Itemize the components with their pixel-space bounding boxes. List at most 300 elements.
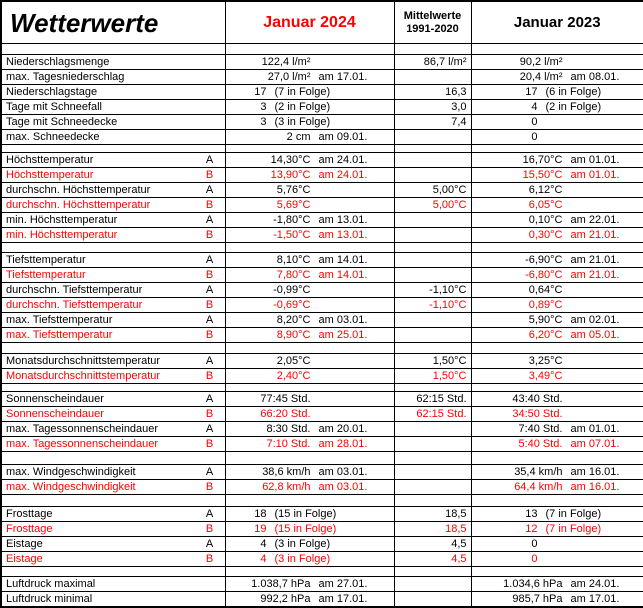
cell-mittelwerte: 1,50°C	[394, 369, 471, 384]
value-text: 90,2 l/m²	[519, 56, 563, 68]
cell-label	[1, 522, 225, 537]
value-text: 35,4 km/h	[514, 466, 563, 478]
cell-mittelwerte	[394, 153, 471, 168]
cell-jan2024	[225, 228, 394, 243]
cell-mittelwerte	[394, 465, 471, 480]
cell-mittelwerte: 5,00°C	[394, 183, 471, 198]
table-row	[1, 522, 643, 537]
ab-letter: B	[205, 199, 214, 211]
cell-label	[1, 354, 225, 369]
value-note: (7 in Folge)	[274, 86, 331, 98]
value-text: 992,2 hPa	[260, 593, 311, 605]
cell-jan2023	[471, 577, 643, 592]
cell-jan2023	[471, 228, 643, 243]
ab-letter: A	[205, 508, 214, 520]
cell-jan2023	[471, 522, 643, 537]
row-label: Frosttage	[6, 523, 53, 535]
table-row	[1, 85, 643, 100]
value-text: 64,4 km/h	[514, 481, 563, 493]
value-text: 2 cm	[286, 131, 311, 143]
value-text: 7:40 Std.	[518, 423, 563, 435]
cell-label	[1, 228, 225, 243]
cell-jan2023	[471, 313, 643, 328]
cell-mittelwerte: 1,50°C	[394, 354, 471, 369]
cell-jan2024	[225, 298, 394, 313]
row-label: max. Tagesniederschlag	[6, 71, 125, 83]
table-row	[1, 437, 643, 452]
value-note: am 05.01.	[570, 329, 620, 341]
cell-mittelwerte	[394, 328, 471, 343]
ab-letter: B	[205, 229, 214, 241]
row-label: Monatsdurchschnittstemperatur	[6, 370, 161, 382]
value-text: 2,40°C	[276, 370, 311, 382]
table-row	[1, 168, 643, 183]
value-text: -1,80°C	[273, 214, 311, 226]
value-text: 43:40 Std.	[512, 393, 563, 405]
row-label: max. Tiefsttemperatur	[6, 314, 113, 326]
cell-mittelwerte: 18,5	[394, 507, 471, 522]
cell-jan2023	[471, 437, 643, 452]
value-text: 38,6 km/h	[262, 466, 311, 478]
table-row	[1, 253, 643, 268]
row-label: durchschn. Tiefsttemperatur	[6, 284, 143, 296]
row-label: Luftdruck maximal	[6, 578, 96, 590]
value-note: am 01.01.	[570, 154, 620, 166]
value-note: am 01.01.	[570, 169, 620, 181]
cell-jan2024	[225, 392, 394, 407]
spacer-row	[1, 343, 643, 354]
cell-jan2024	[225, 537, 394, 552]
row-label: Tiefsttemperatur	[6, 269, 86, 281]
spacer-cell	[394, 567, 471, 577]
cell-jan2023	[471, 354, 643, 369]
ab-letter: B	[205, 408, 214, 420]
cell-label	[1, 552, 225, 567]
value-note: am 24.01.	[318, 154, 368, 166]
row-label: Sonnenscheindauer	[6, 408, 104, 420]
spacer-cell	[471, 145, 643, 153]
cell-label	[1, 213, 225, 228]
value-text: 0	[531, 116, 538, 128]
spacer-cell	[471, 495, 643, 507]
table-row	[1, 55, 643, 70]
cell-jan2024	[225, 183, 394, 198]
cell-jan2024	[225, 354, 394, 369]
value-note: am 09.01.	[318, 131, 368, 143]
value-note: (3 in Folge)	[274, 538, 331, 550]
row-label: Monatsdurchschnittstemperatur	[6, 355, 161, 367]
col-header-mittelwerte	[394, 1, 471, 44]
value-text: 3,49°C	[528, 370, 563, 382]
value-text: 0,64°C	[528, 284, 563, 296]
value-text: 4	[531, 101, 538, 113]
cell-mittelwerte: 62:15 Std.	[394, 407, 471, 422]
spacer-cell	[1, 243, 225, 253]
value-text: 13	[525, 508, 538, 520]
cell-label	[1, 507, 225, 522]
cell-mittelwerte	[394, 592, 471, 608]
cell-mittelwerte: 4,5	[394, 537, 471, 552]
value-text: 62,8 km/h	[262, 481, 311, 493]
row-label: durchschn. Tiefsttemperatur	[6, 299, 143, 311]
value-note: am 17.01.	[318, 593, 368, 605]
cell-label	[1, 480, 225, 495]
ab-letter: A	[205, 154, 214, 166]
cell-label	[1, 328, 225, 343]
spacer-row	[1, 145, 643, 153]
cell-mittelwerte: 7,4	[394, 115, 471, 130]
weather-table-body	[1, 44, 643, 608]
cell-jan2024	[225, 55, 394, 70]
value-text: 8,90°C	[276, 329, 311, 341]
value-note: am 25.01.	[318, 329, 368, 341]
table-row	[1, 213, 643, 228]
table-row	[1, 298, 643, 313]
value-text: 5:40 Std.	[518, 438, 563, 450]
ab-letter: B	[205, 299, 214, 311]
cell-label	[1, 55, 225, 70]
cell-jan2024	[225, 437, 394, 452]
table-row	[1, 354, 643, 369]
cell-jan2024	[225, 422, 394, 437]
row-label: max. Tagessonnenscheindauer	[6, 423, 159, 435]
spacer-row	[1, 567, 643, 577]
header-row	[1, 1, 643, 44]
cell-label	[1, 153, 225, 168]
row-label: Höchsttemperatur	[6, 154, 94, 166]
value-note: am 03.01.	[318, 481, 368, 493]
cell-mittelwerte	[394, 213, 471, 228]
value-text: 0,30°C	[528, 229, 563, 241]
value-note: am 22.01.	[570, 214, 620, 226]
cell-jan2023	[471, 369, 643, 384]
cell-jan2023	[471, 480, 643, 495]
value-text: -6,80°C	[525, 269, 563, 281]
cell-mittelwerte	[394, 577, 471, 592]
cell-mittelwerte: 86,7 l/m²	[394, 55, 471, 70]
cell-jan2023	[471, 168, 643, 183]
table-row	[1, 313, 643, 328]
spacer-row	[1, 44, 643, 55]
spacer-cell	[471, 343, 643, 354]
spacer-cell	[394, 452, 471, 465]
ab-letter: B	[205, 553, 214, 565]
row-label: Niederschlagstage	[6, 86, 98, 98]
cell-jan2023	[471, 253, 643, 268]
value-note: am 21.01.	[570, 254, 620, 266]
col-header-jan2023: Januar 2023	[471, 1, 643, 44]
cell-label	[1, 407, 225, 422]
spacer-cell	[225, 44, 394, 55]
spacer-cell	[471, 243, 643, 253]
cell-jan2023	[471, 85, 643, 100]
value-text: 8,20°C	[276, 314, 311, 326]
value-text: 0,10°C	[528, 214, 563, 226]
spacer-cell	[1, 44, 225, 55]
row-label: max. Windgeschwindigkeit	[6, 481, 136, 493]
spacer-cell	[471, 384, 643, 392]
value-text: 7,80°C	[276, 269, 311, 281]
cell-jan2023	[471, 537, 643, 552]
cell-label	[1, 298, 225, 313]
cell-jan2023	[471, 592, 643, 608]
value-text: 20,4 l/m²	[519, 71, 563, 83]
cell-mittelwerte: 3,0	[394, 100, 471, 115]
cell-label	[1, 183, 225, 198]
value-text: 77:45 Std.	[260, 393, 311, 405]
cell-jan2024	[225, 328, 394, 343]
value-note: am 27.01.	[318, 578, 368, 590]
value-note: am 24.01.	[570, 578, 620, 590]
cell-jan2023	[471, 407, 643, 422]
value-note: am 16.01.	[570, 466, 620, 478]
cell-jan2024	[225, 522, 394, 537]
cell-jan2024	[225, 592, 394, 608]
cell-jan2024	[225, 507, 394, 522]
value-text: 3	[260, 116, 267, 128]
cell-jan2024	[225, 369, 394, 384]
value-note: am 21.01.	[570, 269, 620, 281]
ab-letter: A	[205, 423, 214, 435]
cell-jan2024	[225, 313, 394, 328]
cell-jan2024	[225, 85, 394, 100]
cell-jan2023	[471, 130, 643, 145]
cell-mittelwerte	[394, 130, 471, 145]
value-note: am 03.01.	[318, 466, 368, 478]
value-note: (3 in Folge)	[274, 553, 331, 565]
value-text: 6,20°C	[528, 329, 563, 341]
cell-label	[1, 465, 225, 480]
value-text: -1,50°C	[273, 229, 311, 241]
row-label: max. Tagessonnenscheindauer	[6, 438, 159, 450]
value-text: 14,30°C	[270, 154, 311, 166]
value-note: (6 in Folge)	[545, 86, 602, 98]
spacer-cell	[394, 343, 471, 354]
value-text: -6,90°C	[525, 254, 563, 266]
value-note: (2 in Folge)	[274, 101, 331, 113]
value-text: 0	[531, 538, 538, 550]
spacer-cell	[225, 384, 394, 392]
cell-label	[1, 168, 225, 183]
cell-label	[1, 198, 225, 213]
cell-jan2023	[471, 213, 643, 228]
cell-jan2024	[225, 268, 394, 283]
ab-letter: B	[205, 169, 214, 181]
value-note: am 16.01.	[570, 481, 620, 493]
value-text: 7:10 Std.	[266, 438, 311, 450]
value-text: 17	[254, 86, 267, 98]
cell-mittelwerte: 16,3	[394, 85, 471, 100]
ab-letter: B	[205, 523, 214, 535]
cell-mittelwerte	[394, 253, 471, 268]
value-text: 3,25°C	[528, 355, 563, 367]
spacer-cell	[394, 495, 471, 507]
value-text: 0,89°C	[528, 299, 563, 311]
cell-mittelwerte	[394, 168, 471, 183]
col-header-jan2024: Januar 2024	[225, 1, 394, 44]
value-text: 0	[531, 553, 538, 565]
ab-letter: B	[205, 269, 214, 281]
cell-jan2024	[225, 130, 394, 145]
cell-mittelwerte	[394, 437, 471, 452]
value-note: am 02.01.	[570, 314, 620, 326]
cell-label	[1, 85, 225, 100]
cell-jan2023	[471, 70, 643, 85]
table-row	[1, 100, 643, 115]
cell-label	[1, 115, 225, 130]
table-row	[1, 369, 643, 384]
ab-letter: B	[205, 481, 214, 493]
value-text: 1.034,6 hPa	[503, 578, 563, 590]
cell-jan2024	[225, 168, 394, 183]
value-text: 1.038,7 hPa	[251, 578, 311, 590]
row-label: Niederschlagsmenge	[6, 56, 110, 68]
value-text: 13,90°C	[270, 169, 311, 181]
value-text: 27,0 l/m²	[267, 71, 311, 83]
spacer-cell	[1, 452, 225, 465]
ab-letter: A	[205, 538, 214, 550]
cell-label	[1, 130, 225, 145]
cell-label	[1, 537, 225, 552]
spacer-cell	[394, 44, 471, 55]
cell-jan2024	[225, 100, 394, 115]
ab-letter: B	[205, 438, 214, 450]
value-text: -0,99°C	[273, 284, 311, 296]
row-label: max. Schneedecke	[6, 131, 100, 143]
value-text: 19	[254, 523, 267, 535]
spacer-cell	[1, 145, 225, 153]
value-text: 18	[254, 508, 267, 520]
spacer-cell	[1, 567, 225, 577]
row-label: Frosttage	[6, 508, 53, 520]
value-note: am 24.01.	[318, 169, 368, 181]
ab-letter: A	[205, 184, 214, 196]
row-label: min. Höchsttemperatur	[6, 214, 118, 226]
value-note: am 20.01.	[318, 423, 368, 435]
spacer-cell	[225, 495, 394, 507]
cell-label	[1, 592, 225, 608]
cell-mittelwerte: -1,10°C	[394, 298, 471, 313]
value-text: 0	[531, 131, 538, 143]
value-note: (7 in Folge)	[545, 508, 602, 520]
table-row	[1, 228, 643, 243]
cell-mittelwerte	[394, 70, 471, 85]
cell-mittelwerte: 62:15 Std.	[394, 392, 471, 407]
value-text: 16,70°C	[522, 154, 563, 166]
ab-letter: A	[205, 314, 214, 326]
value-text: 17	[525, 86, 538, 98]
value-text: 5,69°C	[276, 199, 311, 211]
cell-label	[1, 313, 225, 328]
value-note: am 14.01.	[318, 254, 368, 266]
cell-jan2023	[471, 392, 643, 407]
spacer-cell	[225, 452, 394, 465]
table-row	[1, 130, 643, 145]
cell-jan2023	[471, 422, 643, 437]
cell-jan2024	[225, 153, 394, 168]
value-note: am 07.01.	[570, 438, 620, 450]
cell-jan2023	[471, 115, 643, 130]
cell-mittelwerte	[394, 422, 471, 437]
spacer-cell	[225, 567, 394, 577]
table-row	[1, 537, 643, 552]
spacer-row	[1, 452, 643, 465]
table-row	[1, 153, 643, 168]
value-text: 122,4 l/m²	[261, 56, 311, 68]
table-row	[1, 283, 643, 298]
row-label: max. Tiefsttemperatur	[6, 329, 113, 341]
row-label: Höchsttemperatur	[6, 169, 94, 181]
value-note: am 28.01.	[318, 438, 368, 450]
table-row	[1, 422, 643, 437]
value-note: am 01.01.	[570, 423, 620, 435]
cell-label	[1, 283, 225, 298]
value-note: am 13.01.	[318, 229, 368, 241]
value-text: 6,12°C	[528, 184, 563, 196]
cell-label	[1, 392, 225, 407]
value-text: 34:50 Std.	[512, 408, 563, 420]
cell-jan2024	[225, 552, 394, 567]
ab-letter: A	[205, 214, 214, 226]
spacer-cell	[471, 44, 643, 55]
cell-jan2023	[471, 283, 643, 298]
table-row	[1, 465, 643, 480]
value-note: am 03.01.	[318, 314, 368, 326]
ab-letter: A	[205, 284, 214, 296]
value-text: 12	[525, 523, 538, 535]
ab-letter: A	[205, 393, 214, 405]
cell-label	[1, 70, 225, 85]
cell-jan2023	[471, 198, 643, 213]
value-note: (15 in Folge)	[274, 523, 337, 535]
ab-letter: A	[205, 254, 214, 266]
cell-mittelwerte	[394, 228, 471, 243]
col-header-mittelwerte-line1: Mittelwerte	[403, 9, 462, 22]
cell-jan2023	[471, 183, 643, 198]
value-text: 15,50°C	[522, 169, 563, 181]
row-label: min. Höchsttemperatur	[6, 229, 118, 241]
spacer-row	[1, 495, 643, 507]
table-row	[1, 592, 643, 608]
cell-jan2023	[471, 55, 643, 70]
value-text: 8,10°C	[276, 254, 311, 266]
spacer-cell	[394, 243, 471, 253]
col-header-mittelwerte-line2: 1991-2020	[406, 22, 459, 35]
table-row	[1, 507, 643, 522]
cell-jan2024	[225, 407, 394, 422]
row-label: Eistage	[6, 538, 43, 550]
value-note: am 21.01.	[570, 229, 620, 241]
cell-jan2024	[225, 253, 394, 268]
value-note: am 14.01.	[318, 269, 368, 281]
cell-jan2023	[471, 465, 643, 480]
table-row	[1, 70, 643, 85]
spacer-cell	[1, 384, 225, 392]
cell-mittelwerte: 5,00°C	[394, 198, 471, 213]
value-text: 985,7 hPa	[512, 593, 563, 605]
spacer-cell	[1, 495, 225, 507]
cell-mittelwerte	[394, 313, 471, 328]
cell-mittelwerte: -1,10°C	[394, 283, 471, 298]
table-row	[1, 577, 643, 592]
row-label: Tage mit Schneedecke	[6, 116, 118, 128]
cell-mittelwerte: 4,5	[394, 552, 471, 567]
cell-mittelwerte	[394, 268, 471, 283]
spacer-cell	[225, 145, 394, 153]
value-note: am 13.01.	[318, 214, 368, 226]
page-title: Wetterwerte	[1, 1, 225, 44]
cell-label	[1, 253, 225, 268]
